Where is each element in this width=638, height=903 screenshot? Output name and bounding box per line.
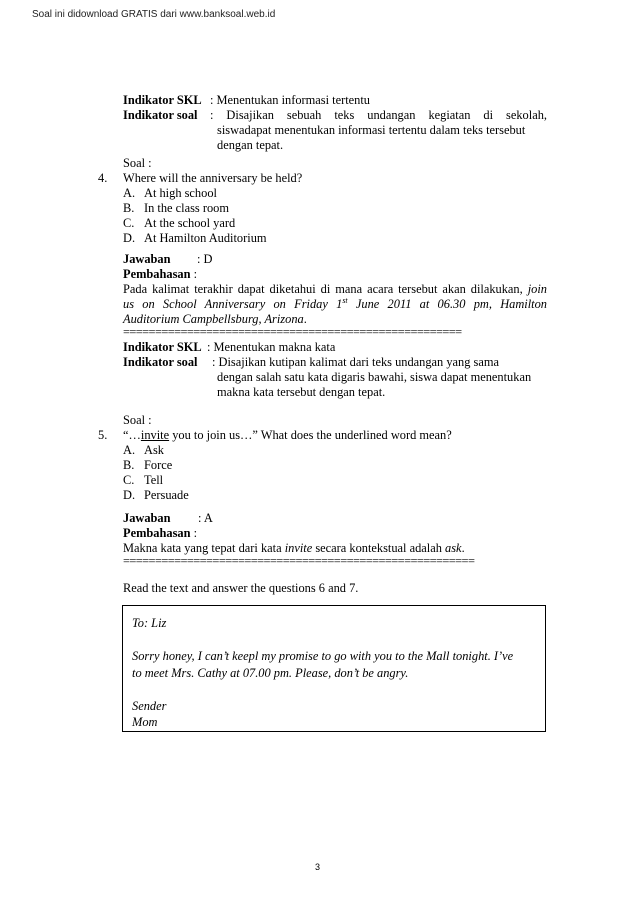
explanation-line1-q4 xyxy=(123,282,547,297)
underlined-word: invite xyxy=(140,428,170,442)
explanation-text: secara kontekstual adalah xyxy=(312,541,446,555)
option-letter: C. xyxy=(123,216,135,230)
option-text: At high school xyxy=(144,186,217,200)
option-letter: C. xyxy=(123,473,135,487)
option-text: Force xyxy=(144,458,173,472)
skl-label-q5: Indikator SKL xyxy=(123,340,202,354)
page-number: 3 xyxy=(315,862,321,872)
message-body-line2: to meet Mrs. Cathy at 07.00 pm. Please, don’t be angry. xyxy=(132,666,409,680)
pembahasan-colon: : xyxy=(190,526,198,540)
question-number-4: 4. xyxy=(98,171,108,185)
option-letter: B. xyxy=(123,458,135,472)
explanation-text: June 2011 at 06.30 pm, Hamilton xyxy=(347,297,547,311)
explanation-text: . xyxy=(461,541,465,555)
option-text: At the school yard xyxy=(144,216,236,230)
pembahasan-q5 xyxy=(123,526,197,541)
message-sender-name: Mom xyxy=(132,715,158,729)
explanation-text: us on School Anniversary on Friday 1 xyxy=(123,297,343,311)
ordinal-suffix: st xyxy=(342,297,348,305)
soal-label-q4: Soal : xyxy=(123,156,152,170)
soal-indicator-line3-q5: makna kata tersebut dengan tepat. xyxy=(217,385,386,399)
option-text: Ask xyxy=(144,443,164,457)
jawaban-label-q4: Jawaban xyxy=(123,252,171,266)
skl-value-q4: : Menentukan informasi tertentu xyxy=(210,93,371,107)
explanation-end: . xyxy=(303,312,307,326)
soal-indicator-line2-q5: dengan salah satu kata digaris bawahi, siswa dapat menentukan xyxy=(217,370,532,384)
explanation-line2-q4 xyxy=(123,297,547,312)
option-letter: D. xyxy=(123,231,136,245)
message-to: To: Liz xyxy=(132,616,167,630)
option-letter: D. xyxy=(123,488,136,502)
question-text-5 xyxy=(123,428,452,443)
pembahasan-label: Pembahasan xyxy=(123,267,191,281)
explanation-italic: Auditorium Campbellsburg, Arizona xyxy=(123,312,304,326)
separator-line: ======================================================= xyxy=(123,554,475,568)
jawaban-value-q4: : D xyxy=(197,252,213,266)
reading-instruction: Read the text and answer the questions 6 and 7. xyxy=(123,581,359,595)
message-sender-label: Sender xyxy=(132,699,167,713)
soal-indicator-label-q4: Indikator soal xyxy=(123,108,198,122)
quote-open: “… xyxy=(123,428,141,442)
explanation-italic: ask xyxy=(445,541,462,555)
option-letter: A. xyxy=(123,186,136,200)
skl-label-q4: Indikator SKL xyxy=(123,93,202,107)
option-text: At Hamilton Auditorium xyxy=(144,231,267,245)
soal-label-q5: Soal : xyxy=(123,413,152,427)
message-body-line1: Sorry honey, I can’t keepl my promise to go with you to the Mall tonight. I’ve xyxy=(132,649,514,663)
skl-value-q5: : Menentukan makna kata xyxy=(207,340,336,354)
option-text: Tell xyxy=(144,473,164,487)
source-note: Soal ini didownload GRATIS dari www.banksoal.web.id xyxy=(32,9,276,20)
explanation-text: Pada kalimat terakhir dapat diketahui di mana acara tersebut akan dilakukan, xyxy=(123,282,523,296)
option-text: Persuade xyxy=(144,488,189,502)
soal-indicator-line1-q4: : Disajikan sebuah teks undangan kegiatan di sekolah, xyxy=(210,108,547,122)
option-text: In the class room xyxy=(144,201,229,215)
option-letter: A. xyxy=(123,443,136,457)
soal-indicator-line1-q5: : Disajikan kutipan kalimat dari teks undangan yang sama xyxy=(212,355,499,369)
explanation-italic: join xyxy=(527,282,547,296)
explanation-italic: invite xyxy=(284,541,313,555)
soal-indicator-line2-q4: siswadapat menentukan informasi tertentu dalam teks tersebut xyxy=(217,123,526,137)
jawaban-value-q5: : A xyxy=(198,511,213,525)
jawaban-label-q5: Jawaban xyxy=(123,511,171,525)
soal-indicator-label-q5: Indikator soal xyxy=(123,355,198,369)
message-box xyxy=(122,605,546,732)
separator-line: ===================================================== xyxy=(123,325,462,339)
pembahasan-label: Pembahasan xyxy=(123,526,191,540)
question-text-4: Where will the anniversary be held? xyxy=(123,171,303,185)
option-letter: B. xyxy=(123,201,135,215)
question-number-5: 5. xyxy=(98,428,108,442)
pembahasan-q4 xyxy=(123,267,197,282)
soal-indicator-line3-q4: dengan tepat. xyxy=(217,138,284,152)
question-rest: you to join us…” What does the underlined word mean? xyxy=(169,428,452,442)
explanation-text: Makna kata yang tepat dari kata xyxy=(123,541,285,555)
pembahasan-colon: : xyxy=(190,267,198,281)
